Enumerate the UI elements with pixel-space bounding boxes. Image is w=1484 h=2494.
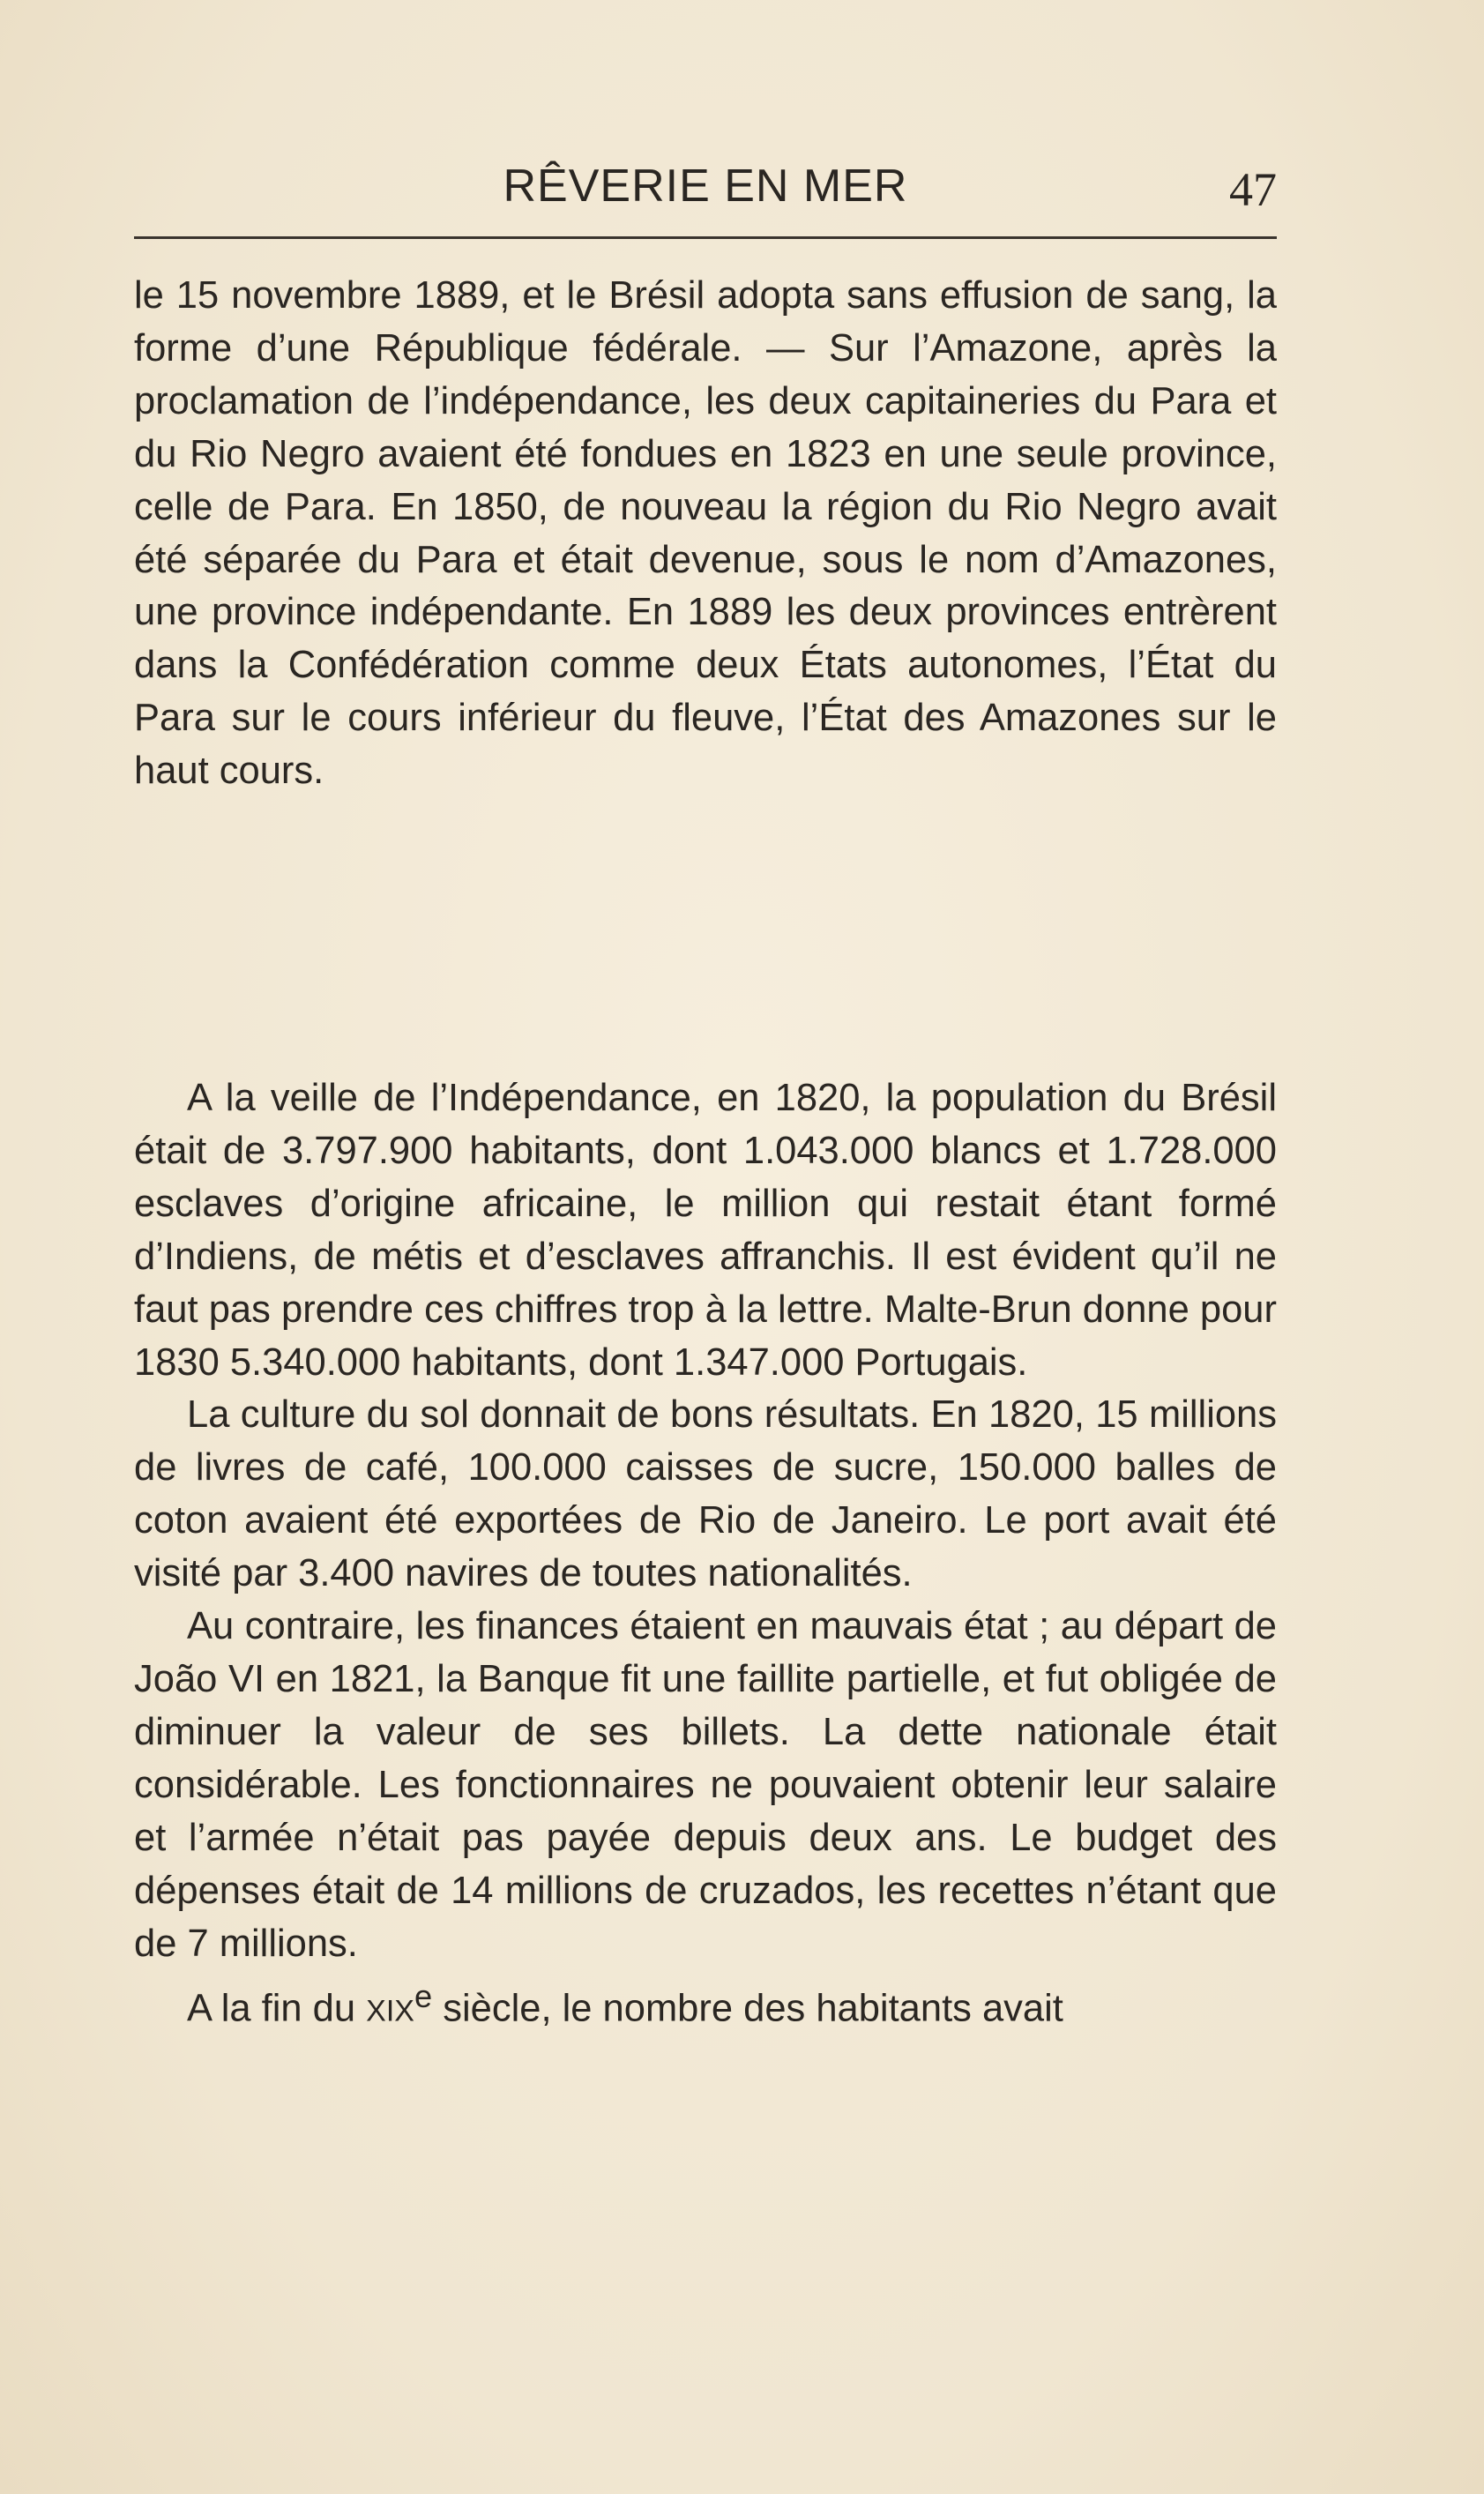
century-superscript: e bbox=[414, 1978, 433, 2015]
running-head bbox=[134, 155, 1277, 217]
page-number: 47 bbox=[1229, 163, 1277, 216]
paragraph-4: Au contraire, les finances étaient en mauvais état ; au départ de João VI en 1821, la Banque fit une faillite partielle, et fut obligée de diminuer la valeur de ses billets. La dette nationale était considérable. Les fonctionnaires ne pouvaient obtenir leur salaire et l’armée n’était pas payée depuis deux ans. Le budget des dépenses était de 14 millions de cruzados, les recettes n’étant que de 7 millions. bbox=[134, 1605, 1277, 1965]
paragraph-2: A la veille de l’Indépendance, en 1820, la population du Brésil était de 3.797.900 habitants, dont 1.043.000 blancs et 1.728.000 esclaves d’origine africaine, le million qui restait étant formé d’Indiens, de métis et d’esclaves affranchis. Il est évident qu’il ne faut pas prendre ces chiffres trop à la lettre. Malte-Brun donne pour 1830 5.340.000 habitants, dont 1.347.000 Portugais. bbox=[134, 1077, 1277, 1384]
text-block-lower bbox=[134, 1072, 1277, 2039]
paragraph-1: le 15 novembre 1889, et le Brésil adopta sans effusion de sang, la forme d’une République fédérale. — Sur l’Amazone, après la proclamation de l’indépendance, les deux capitaineries du Para et du Rio Negro avaient été fondues en 1823 en une seule province, celle de Para. En 1850, de nouveau la région du Rio Negro avait été séparée du Para et était devenue, sous le nom d’Amazones, une province indépendante. En 1889 les deux provinces entrèrent dans la Confédération comme deux États autonomes, l’État du Para sur le cours inférieur du fleuve, l’État des Amazones sur le haut cours. bbox=[134, 274, 1277, 793]
last-line-end: siècle, le nombre des habitants avait bbox=[432, 1987, 1063, 2030]
century-numeral: XIX bbox=[366, 1994, 414, 2028]
paragraph-5 bbox=[134, 1970, 1277, 2038]
last-line-start: A la fin du bbox=[187, 1987, 367, 2030]
text-block-upper bbox=[134, 270, 1277, 798]
running-title: RÊVERIE EN MER bbox=[503, 161, 908, 212]
header-rule bbox=[134, 236, 1277, 239]
paragraph-3: La culture du sol donnait de bons résultats. En 1820, 15 millions de livres de café, 100.000 caisses de sucre, 150.000 balles de coton avaient été exportées de Rio de Janeiro. Le port avait été visité par 3.400 navires de toutes nationalités. bbox=[134, 1393, 1277, 1595]
